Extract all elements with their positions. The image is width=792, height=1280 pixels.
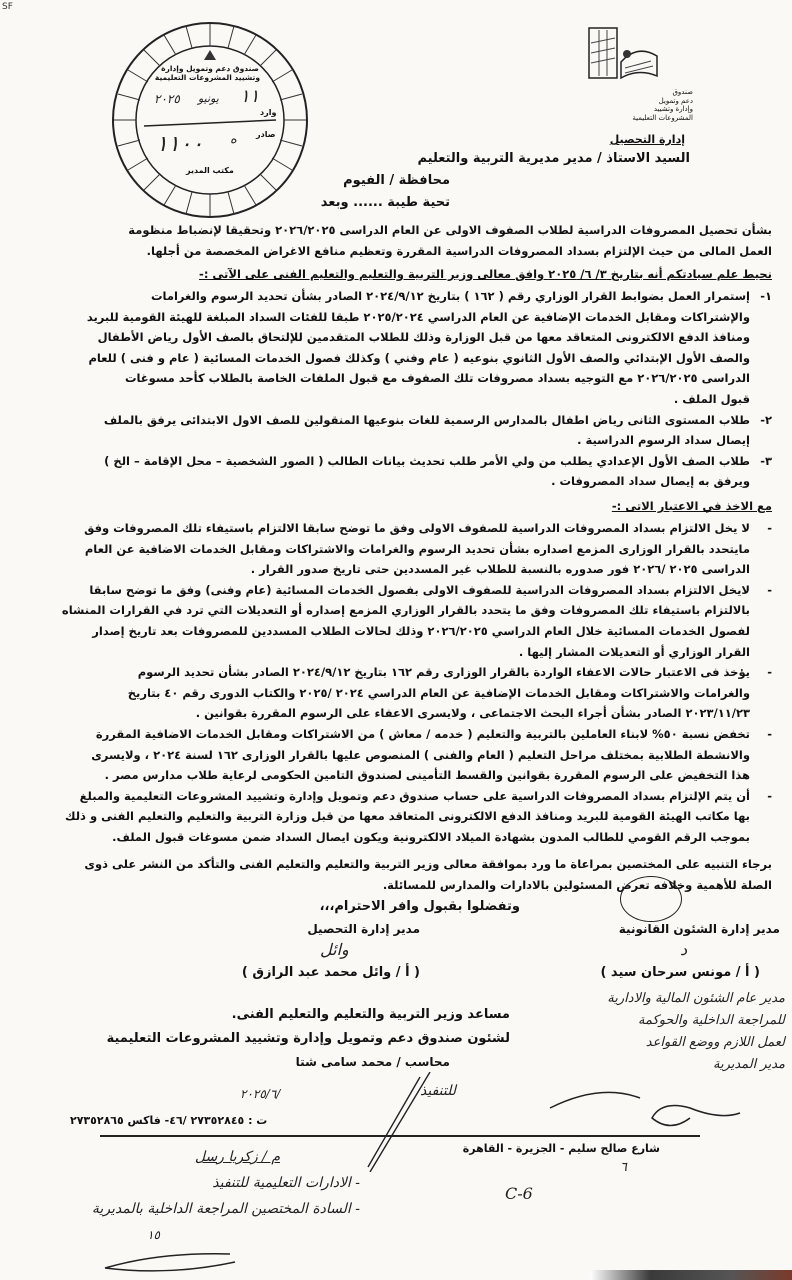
handwritten-code: C-6 [505, 1184, 533, 1203]
item-line: هذا التخفيض على الرسوم المقررة بقوانين والقسط التأمينى لصندوق التامين الحكومى لرعاية طلاب مدارس مصر . [104, 768, 750, 783]
item-line: بها مكاتب الهيئة القومية للبريد ومنافذ الدفع الالكترونى المتعاقد معها من قبل وزارة التربية والتعليم والتعليم الفنى و ذلك [65, 809, 750, 824]
item-line: إستمرار العمل بضوابط القرار الوزاري رقم ( ١٦٢ ) بتاريخ ٢٠٢٤/٩/١٢ الصادر بشأن تحديد الرسوم والغرامات [150, 289, 750, 303]
item-line: ويرفق به إيصال سداد المصروفات . [551, 474, 750, 489]
item-line: القرار الوزاري أو التعديلات المشار إليها . [518, 644, 750, 659]
item-line: قبول الملف . [673, 391, 750, 406]
handwritten-mid-note: للتنفيذ [420, 1083, 457, 1099]
item-line: الدراسى ٢٠٢٥ /٢٠٢٦ فور صدوره بالنسبة للطلاب غير المسددين حتى تاريخ صدور القرار . [250, 562, 750, 577]
item-body [30, 662, 750, 724]
bottom-signature-icon [100, 1250, 240, 1275]
bullet-dash-icon: - [767, 521, 772, 535]
stamp-number: ١١٠٠ [156, 132, 204, 157]
department-label: إدارة التحصيل [609, 133, 685, 146]
consideration-item [30, 580, 772, 662]
item-line: إيصال سداد الرسوم الدراسية . [577, 433, 750, 448]
consideration-item [30, 518, 772, 580]
stamp-org [154, 64, 260, 82]
logo-line: دعم وتمويل [658, 96, 693, 105]
subject [30, 220, 772, 261]
item-body [30, 786, 750, 848]
handwritten-line: مدير عام الشئون المالية والادارية [607, 991, 785, 1006]
item-line: لفصول الخدمات المسائية خلال العام الدراسي ٢٠٢٦/٢٠٢٥ وذلك لحالات الطلاب المسددين للمصروفات بعد تاريخ إصدار [92, 623, 750, 638]
legal-signature: د [680, 940, 688, 959]
item-line: طلاب المستوى الثانى رياض اطفال بالمدارس الرسمية للغات بنوعيها المنقولين للصف الاول الابتدائى يرفق بالملف [103, 412, 750, 427]
handwritten-line: للمراجعة الداخلية والحوكمة [638, 1013, 785, 1028]
stamp-office: مكتب المدير [186, 166, 234, 175]
item-number: ٣- [760, 453, 772, 468]
considerations-list [30, 518, 772, 848]
bullet-dash-icon: - [767, 665, 772, 680]
logo-line: صندوق [672, 88, 693, 96]
footer-phone: ت : ٢٧٣٥٢٨٤٥ /٤٦- فاكس ٢٧٣٥٢٨٦٥ [70, 1114, 268, 1127]
footer-page-number: ٦ [620, 1160, 627, 1175]
assistant-subtitle: لشئون صندوق دعم وتمويل وإدارة وتشييد المشروعات التعليمية [106, 1031, 510, 1046]
item-line: والانشطة الطلابية بمختلف مراحل التعليم ( العام والفنى ) المنصوص عليها بالقرار الوزارى ١٦٢ لسنة ٢٠٢٤ ، ولايسرى [91, 747, 750, 762]
signature-scribble-icon [540, 1078, 750, 1133]
item-body [30, 451, 750, 492]
incoming-stamp [110, 20, 310, 220]
stamp-org-line: صندوق دعم وتمويل وإدارة [161, 64, 259, 73]
bullet-dash-icon: - [767, 788, 772, 803]
bullet-dash-icon: - [767, 582, 772, 597]
list-item-3 [30, 451, 772, 492]
addressee-line: السيد الاستاذ / مدير مديرية التربية والتعليم [417, 151, 690, 166]
item-line: مايتحدد بالقرار الوزارى المزمع اصداره بشأن تحديد الرسوم والغرامات والاشتراكات ومقابل الخدمات الاضافية عن العام [84, 541, 750, 556]
handwritten-line: مدير المديرية [712, 1057, 785, 1072]
item-line: يؤخذ فى الاعتبار حالات الاعفاء الواردة بالقرار الوزارى رقم ١٦٢ بتاريخ ٢٠٢٤/٩/١٢ الصادر بشأن تحديد الرسوم [137, 665, 750, 680]
greeting: تحية طيبة ...... وبعد [320, 195, 450, 210]
handwritten-directive [530, 988, 785, 1076]
item-line: طلاب الصف الأول الإعدادي يطلب من ولي الأمر طلب تحديث بيانات الطالب ( الصور الشخصية – محل الإقامة – الخ ) [104, 453, 750, 468]
item-line: لا يخل الالتزام بسداد المصروفات الدراسية للصفوف الاولى وفق ما توضح سابقا الالتزام باستيفاء تلك المصروفات وفق [84, 521, 750, 535]
item-line: أن يتم الإلتزام بسداد المصروفات الدراسية على حساب صندوق دعم وتمويل وإدارة وتشييد المشروعات التعليمية والمبلغ [79, 788, 750, 803]
list-item-1 [30, 286, 772, 410]
item-body [30, 580, 750, 662]
item-body [30, 518, 750, 580]
item-body [30, 286, 750, 410]
logo-line: وإدارة وتشييد [653, 105, 693, 113]
consideration-item [30, 786, 772, 848]
stamp-ring-icon [110, 20, 310, 220]
item-line: الدراسى ٢٠٢٦/٢٠٢٥ مع التوجيه بسداد مصروفات تلك الصفوف مع قبول الملفات الخاصة بالطلاب كأحد مسوغات [124, 371, 750, 386]
closing-line: برجاء التنبيه على المختصين بمراعاة ما ورد بموافقة معالى وزير التربية والتعليم والتعليم الفنى والتأكد من النشر على ذوى [84, 857, 772, 871]
stamp-year: ٢٠٢٥ [154, 92, 180, 106]
item-line: لايخل الالتزام بسداد المصروفات الدراسية للصفوف الاولى بفصول الخدمات المسائية (عام وفنى) وفق ما توضح سابقا [89, 582, 750, 597]
item-line: بموجب الرقم القومي للطالب المدون بشهادة الميلاد الالكترونية ويكون ايصال السداد ضمن مسوغات قبول الملف. [112, 829, 750, 844]
consideration-item [30, 662, 772, 724]
handwritten-mid-date: ٢٠٢٥/٦/ [240, 1087, 281, 1101]
collection-name: ( أ / وائل محمد عبد الرازق ) [241, 965, 420, 980]
item-body [30, 410, 750, 451]
stamp-org-line: وتشييد المشروعات التعليمية [154, 73, 260, 82]
item-line: والإشتراكات ومقابل الخدمات الإضافية عن العام الدراسي ٢٠٢٥/٢٠٢٤ طبقا للفئات السداد المبلغة للهيئة القومية للبريد [86, 309, 750, 324]
stamp-day: ١١ [240, 86, 260, 107]
footer-address: شارع صالح سليم - الجزيرة - القاهرة [462, 1142, 660, 1155]
considerations-heading: مع الاخذ في الاعتبار الاتى :- [611, 499, 772, 513]
scan-edge [590, 1270, 792, 1280]
logo-line: المشروعات التعليمية [632, 113, 693, 122]
item-number: ٢- [760, 412, 772, 427]
handwritten-line: ١٥ [147, 1228, 160, 1242]
footer-divider [100, 1135, 700, 1137]
stamp-type-out: صادر [256, 130, 276, 139]
subject-line: بشأن تحصيل المصروفات الدراسية لطلاب الصفوف الاولى عن العام الدراسى ٢٠٢٦/٢٠٢٥ وتحقيقا لإنضباط منظومة [128, 223, 772, 237]
governorate-line: محافظة / الفيوم [343, 173, 450, 188]
regards: وتفضلوا بقبول وافر الاحترام،،، [319, 899, 520, 914]
handwritten-line: م / زكريا رسل [194, 1149, 280, 1165]
notice-heading: نحيط علم سيادتكم أنه بتاريخ ٣/ ٦/ ٢٠٢٥ وافق معالى وزير التربية والتعليم والتعليم الفنى على الآتى :- [199, 267, 772, 281]
logo-text [629, 88, 693, 122]
list-item-2 [30, 410, 772, 451]
corner-mark: SF [2, 2, 13, 12]
legal-signature-circle-icon [620, 876, 682, 922]
assistant-title: مساعد وزير التربية والتعليم والتعليم الفنى. [231, 1007, 510, 1022]
stamp-month: يونيو [198, 92, 219, 105]
numbered-list [30, 286, 772, 492]
legal-title: مدير إدارة الشئون القانونية [618, 922, 780, 936]
subject-line: العمل المالى من حيث الإلتزام بسداد المصروفات الدراسية المقررة وتعظيم منافع الاغراض المخصصة من أجلها. [146, 243, 772, 258]
handwritten-line: - الادارات التعليمية للتنفيذ [212, 1175, 360, 1191]
item-number: ١- [760, 289, 772, 303]
logo-emblem-icon [585, 18, 695, 88]
handwritten-line: - السادة المختصين المراجعة الداخلية بالمديرية [91, 1201, 360, 1217]
fund-logo [585, 18, 695, 150]
item-line: ٢٠٢٣/١١/٢٣ الصادر بشأن أجراء البحث الاجتماعى ، ولايسرى الاعفاء على الرسوم المقررة بقوانين . [195, 706, 750, 721]
item-body [30, 724, 750, 786]
stamp-number-suffix: ه [230, 132, 237, 147]
assistant-name: محاسب / محمد سامى شتا [295, 1055, 450, 1069]
legal-name: ( أ / مونس سرحان سيد ) [600, 965, 760, 980]
item-line: تخفض نسبة ٥٠% لابناء العاملين بالتربية والتعليم ( خدمه / معاش ) من الاشتراكات ومقابل الخدمات الاضافية المقررة [95, 726, 750, 741]
collection-title: مدير إدارة التحصيل [307, 922, 420, 936]
collection-signature: وائل [320, 940, 349, 959]
item-line: بالالتزام باستيفاء تلك المصروفات وفق ما يتحدد بالقرار الوزاري المزمع إصداره أو التعديلات التي ترد في القرارات المنشاه [61, 603, 750, 618]
bullet-dash-icon: - [767, 726, 772, 741]
stamp-type-in: وارد [260, 108, 277, 117]
consideration-item [30, 724, 772, 786]
closing-line: الصلة للأهمية وخلافه تعرض المسئولين بالادارات والمدارس للمسائلة. [382, 877, 772, 892]
item-line: والغرامات والاشتراكات ومقابل الخدمات الإضافية عن العام الدراسي ٢٠٢٤ /٢٠٢٥ والكتاب الدورى رقم ٤٠ بتاريخ [127, 685, 750, 700]
handwritten-line: لعمل اللازم ووضع القواعد [645, 1035, 785, 1050]
item-line: ومنافذ الدفع الالكترونى المتعاقد معها من قبل الوزارة وذلك للطلاب المتقدمين للإلتحاق بالصف الأول رياض الأطفال [97, 330, 750, 345]
handwritten-bottom-note [20, 1144, 360, 1248]
item-line: والصف الأول الإبتدائي والصف الأول الثانوي بنوعيه ( عام وفني ) وكذلك فصول الخدمات المسائية ( عام و فنى ) للعام [88, 350, 750, 365]
